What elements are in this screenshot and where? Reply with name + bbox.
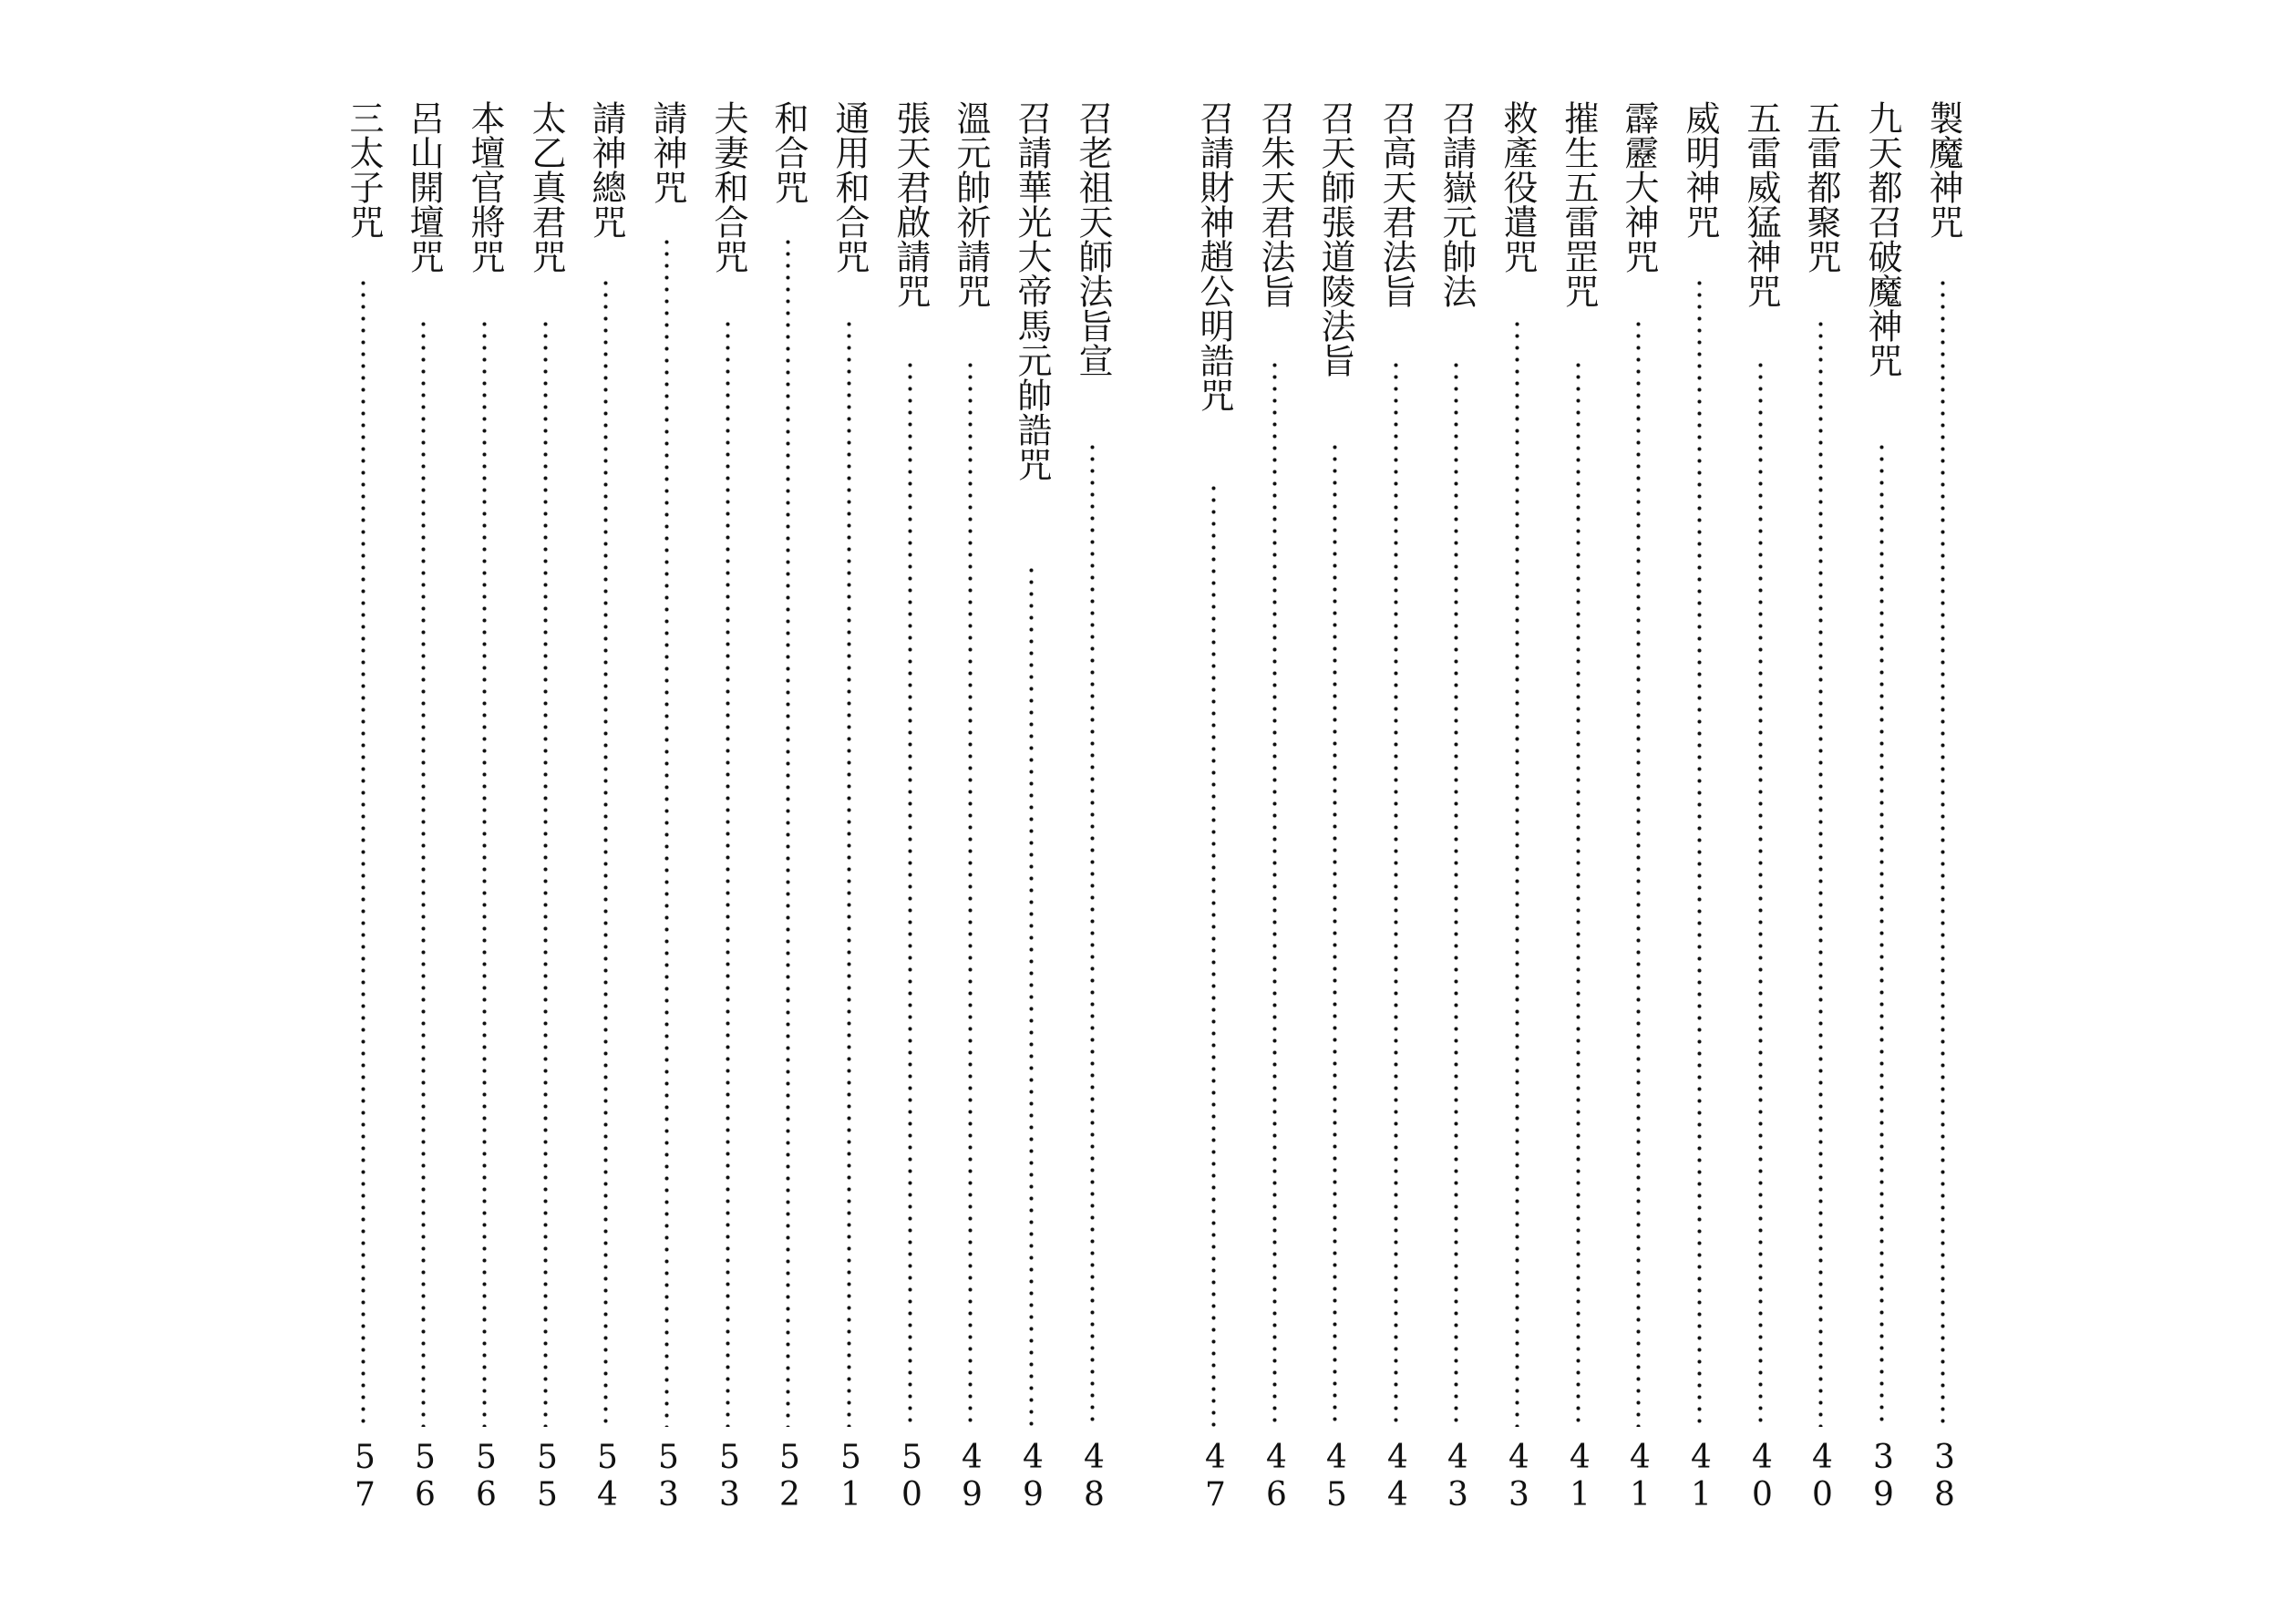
toc-entry-title: 請神總咒: [586, 100, 626, 239]
dot-leader: [847, 318, 851, 1427]
toc-entry-title: 召朱天君法旨: [1255, 100, 1295, 308]
toc-entry[interactable]: [1253, 100, 1295, 1523]
dot-leader: [664, 236, 669, 1427]
dot-leader: [1818, 318, 1823, 1427]
toc-entry[interactable]: [706, 100, 748, 1523]
dot-leader: [1090, 441, 1095, 1427]
toc-entry-title: 和合咒: [768, 100, 808, 204]
dot-leader: [1029, 564, 1034, 1427]
dot-leader: [1879, 441, 1884, 1427]
toc-entry-title: 五雷都聚咒: [1801, 100, 1841, 274]
dot-leader: [361, 277, 366, 1427]
dot-leader: [1697, 277, 1702, 1427]
toc-entry-title: 救產役遣咒: [1498, 100, 1538, 274]
toc-entry-title: 三太子咒: [344, 100, 384, 239]
toc-entry[interactable]: [1496, 100, 1538, 1523]
toc-entry-page-number: 43: [1500, 1439, 1538, 1514]
toc-entry-page-number: 49: [1014, 1439, 1052, 1514]
toc-entry-title: 召老祖天師法旨宣: [1073, 100, 1113, 377]
toc-entry-page-number: 40: [1804, 1439, 1841, 1514]
toc-entry[interactable]: [584, 100, 626, 1523]
dot-leader: [421, 318, 426, 1427]
toc-entry-page-number: 49: [953, 1439, 991, 1514]
toc-entry-page-number: 50: [893, 1439, 931, 1514]
toc-entry-title: 呂山開壇咒: [404, 100, 444, 274]
dot-leader: [968, 359, 973, 1427]
toc-entry[interactable]: [1739, 100, 1781, 1523]
toc-entry[interactable]: [889, 100, 931, 1523]
dot-leader: [1333, 441, 1337, 1427]
toc-entry-title: 召高天君法旨: [1376, 100, 1416, 308]
toc-entry[interactable]: [342, 100, 384, 1523]
toc-entry[interactable]: [1860, 100, 1902, 1523]
toc-entry-page-number: 53: [650, 1439, 687, 1514]
dot-leader: [1394, 359, 1398, 1427]
toc-entry-title: 召天師張道陵法旨: [1315, 100, 1355, 377]
toc-entry[interactable]: [402, 100, 444, 1523]
dot-leader: [726, 318, 730, 1427]
toc-entry-page-number: 54: [589, 1439, 626, 1514]
toc-entry-title: 通用和合咒: [829, 100, 870, 274]
toc-entry[interactable]: [1192, 100, 1234, 1523]
dot-leader: [1941, 277, 1945, 1427]
toc-entry[interactable]: [1921, 100, 1963, 1523]
toc-entry[interactable]: [1071, 100, 1113, 1523]
toc-entry-page-number: 41: [1561, 1439, 1599, 1514]
dot-leader: [1211, 482, 1216, 1427]
toc-entry[interactable]: [524, 100, 566, 1523]
dot-leader: [1515, 318, 1519, 1427]
toc-entry[interactable]: [645, 100, 687, 1523]
toc-entry[interactable]: [1435, 100, 1477, 1523]
toc-entry-title: 張天君啟請咒: [891, 100, 931, 308]
toc-entry-title: 本壇官將咒: [465, 100, 505, 274]
toc-entry-title: 太乙真君咒: [526, 100, 566, 274]
toc-entry-page-number: 41: [1622, 1439, 1659, 1514]
toc-entry-title: 請神咒: [647, 100, 687, 204]
dot-leader: [543, 318, 548, 1427]
toc-entry-title: 威明神咒: [1680, 100, 1720, 239]
dot-leader: [1454, 359, 1458, 1427]
toc-entry-title: 夫妻和合咒: [708, 100, 748, 274]
toc-entry-page-number: 45: [1318, 1439, 1355, 1514]
toc-entry[interactable]: [828, 100, 870, 1523]
toc-entry-page-number: 44: [1379, 1439, 1416, 1514]
toc-entry[interactable]: [949, 100, 991, 1523]
toc-entry-page-number: 39: [1865, 1439, 1902, 1514]
toc-entry-title: 九天都召破魔神咒: [1862, 100, 1902, 377]
toc-entry-title: 霹靂大神咒: [1619, 100, 1659, 274]
dot-leader: [786, 236, 790, 1427]
toc-entry-page-number: 56: [407, 1439, 444, 1514]
toc-entry[interactable]: [1557, 100, 1599, 1523]
toc-entry-page-number: 41: [1683, 1439, 1720, 1514]
toc-entry[interactable]: [1799, 100, 1841, 1523]
toc-entry[interactable]: [463, 100, 505, 1523]
toc-entry[interactable]: [1010, 100, 1052, 1523]
toc-entry[interactable]: [1678, 100, 1720, 1523]
toc-entry[interactable]: [767, 100, 808, 1523]
toc-entry-title: 五雷威猛神咒: [1741, 100, 1781, 308]
toc-entry-title: 召請嶽元帥法: [1436, 100, 1477, 308]
toc-entry-page-number: 43: [1439, 1439, 1477, 1514]
toc-entry-page-number: 56: [468, 1439, 505, 1514]
toc-entry-title: 溫元帥祈請咒: [951, 100, 991, 308]
toc-entry[interactable]: [1375, 100, 1416, 1523]
dot-leader: [482, 318, 487, 1427]
dot-leader: [1272, 359, 1277, 1427]
toc-entry-page-number: 53: [711, 1439, 748, 1514]
toc-entry-page-number: 57: [346, 1439, 384, 1514]
dot-leader: [1576, 359, 1580, 1427]
toc-entry-title: 摧生五雷罡咒: [1559, 100, 1599, 308]
toc-entry[interactable]: [1617, 100, 1659, 1523]
toc-entry-page-number: 48: [1076, 1439, 1113, 1514]
toc-entry-page-number: 55: [529, 1439, 566, 1514]
toc-entry-title: 召請華光大帝馬元帥誥咒: [1012, 100, 1052, 481]
dot-leader: [1636, 318, 1641, 1427]
toc-entry-title: 製魔神咒: [1923, 100, 1963, 239]
dot-leader: [908, 359, 912, 1427]
dot-leader: [603, 277, 608, 1427]
dot-leader: [1758, 359, 1763, 1427]
toc-entry-page-number: 51: [832, 1439, 870, 1514]
toc-entry-page-number: 46: [1258, 1439, 1295, 1514]
toc-entry-page-number: 52: [771, 1439, 808, 1514]
toc-entry-page-number: 38: [1926, 1439, 1963, 1514]
toc-entry[interactable]: [1313, 100, 1355, 1523]
toc-entry-page-number: 47: [1197, 1439, 1234, 1514]
toc-entry-page-number: 40: [1744, 1439, 1781, 1514]
toc-entry-title: 召請財神趙公明誥咒: [1194, 100, 1234, 412]
